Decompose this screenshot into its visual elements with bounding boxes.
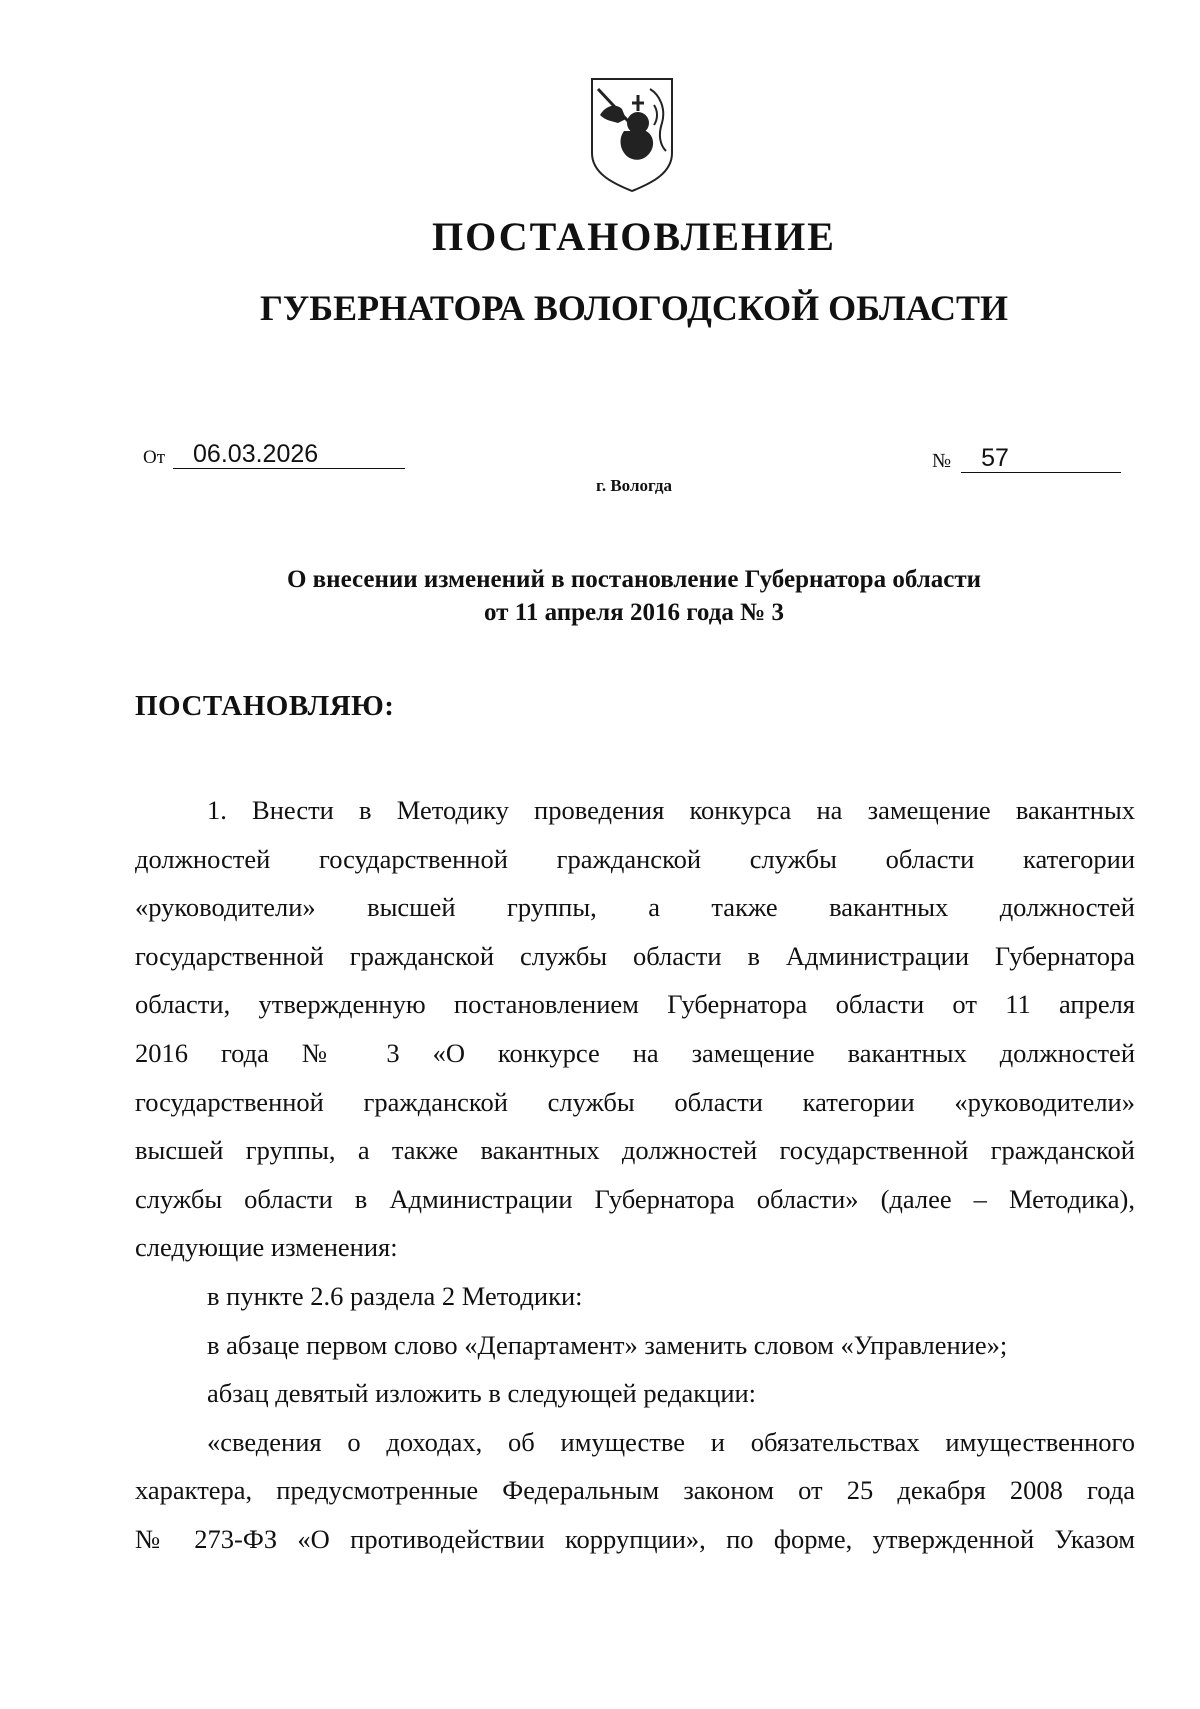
number-sign: №: [932, 450, 952, 472]
document-subtitle: ГУБЕРНАТОРА ВОЛОГОДСКОЙ ОБЛАСТИ: [259, 288, 1009, 328]
number-block: [932, 444, 1121, 473]
body-line: абзац девятый изложить в следующей редакции:: [207, 1378, 757, 1409]
date-prefix: От: [143, 447, 166, 468]
body-line: следующие изменения:: [135, 1232, 398, 1263]
body-line: должностей государственной гражданской службы области категории: [135, 843, 1135, 874]
body-line: в абзаце первом слово «Департамент» заменить словом «Управление»;: [207, 1329, 1008, 1360]
document-date: 06.03.2026: [173, 440, 405, 469]
body-line: высшей группы, а также вакантных должностей государственной гражданской: [135, 1135, 1135, 1166]
body-text: [135, 786, 1135, 1564]
body-line: в пункте 2.6 раздела 2 Методики:: [207, 1280, 583, 1311]
date-block: [143, 440, 405, 469]
body-line: государственной гражданской службы области в Администрации Губернатора: [135, 940, 1135, 971]
body-line: службы области в Администрации Губернатора области» (далее – Методика),: [135, 1183, 1135, 1214]
document-heading: [0, 563, 1200, 629]
coat-of-arms-emblem: [588, 75, 676, 195]
heading-line: от 11 апреля 2016 года № 3: [484, 599, 784, 626]
body-line: «руководители» высшей группы, а также вакантных должностей: [135, 892, 1135, 923]
heading-line: О внесении изменений в постановление Губернатора области: [286, 566, 982, 593]
document-title: ПОСТАНОВЛЕНИЕ: [432, 214, 836, 259]
body-line: области, утвержденную постановлением Губернатора области от 11 апреля: [135, 989, 1135, 1020]
coat-of-arms-icon: [588, 75, 676, 195]
body-line: № 273-ФЗ «О противодействии коррупции», по форме, утвержденной Указом: [135, 1523, 1135, 1554]
body-line: 1. Внести в Методику проведения конкурса на замещение вакантных: [207, 795, 1135, 825]
city-label: г. Вологда: [596, 476, 672, 495]
body-line: 2016 года № 3 «О конкурсе на замещение вакантных должностей: [135, 1037, 1135, 1068]
document-number: 57: [961, 444, 1121, 473]
resolve-heading: ПОСТАНОВЛЯЮ:: [135, 690, 395, 722]
body-line: государственной гражданской службы области категории «руководители»: [135, 1086, 1135, 1117]
body-line: «сведения о доходах, об имуществе и обязательствах имущественного: [207, 1426, 1135, 1457]
body-line: характера, предусмотренные Федеральным законом от 25 декабря 2008 года: [135, 1475, 1135, 1506]
